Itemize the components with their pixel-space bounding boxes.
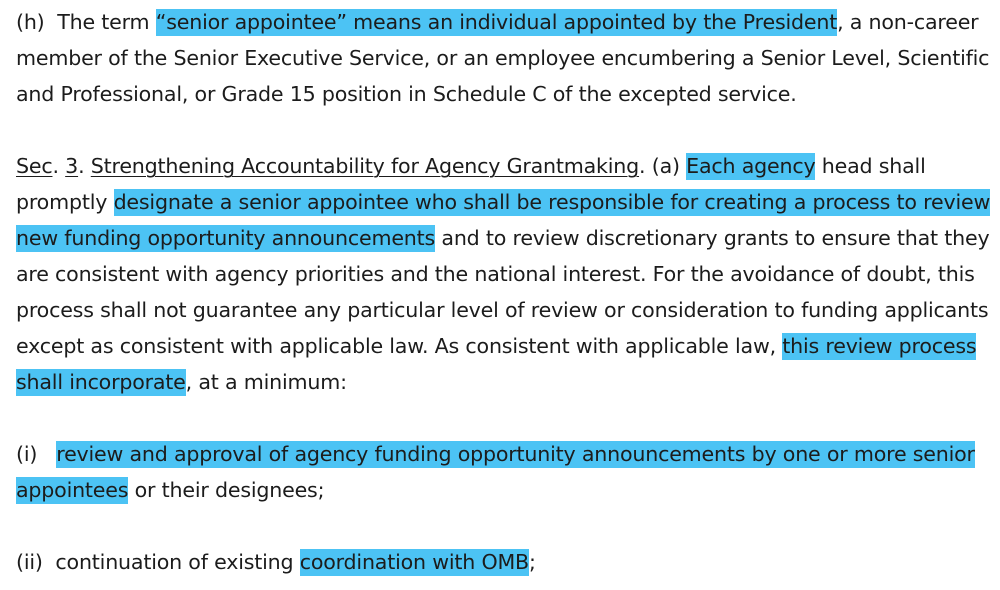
item-i <box>16 436 991 508</box>
section-3-text-body: and to review discretionary grants to ensure that they are consistent with agency priorities and the national interest. For the avoidance of doubt, this process shall not guarantee any particular level of review or consideration to funding applicants except as consistent with applicable law. As consistent with applicable law, <box>16 226 990 358</box>
section-label: Sec <box>16 154 53 178</box>
section-title: Strengthening Accountability for Agency Grantmaking <box>90 154 640 178</box>
section-label-dot: . <box>52 154 66 178</box>
item-i-label: (i) <box>16 442 38 466</box>
item-ii-text-end: ; <box>528 550 536 574</box>
paragraph-h-label: (h) <box>16 10 45 34</box>
paragraph-h-text-end: , a non-career member of the Senior Executive Service, or an employee encumbering a Senior Level, Scientific and Professional, or Grade 15 position in Schedule C of the excepted service. <box>16 10 990 106</box>
item-ii-label: (ii) <box>16 550 43 574</box>
highlight-coordination-with-omb[interactable]: coordination with OMB <box>299 550 529 574</box>
spacer <box>16 400 991 436</box>
spacer <box>16 112 991 148</box>
highlight-senior-appointee-definition[interactable]: “senior appointee” means an individual appointed by the President <box>155 10 838 34</box>
section-title-dot: . <box>639 154 652 178</box>
document-body <box>16 4 991 580</box>
section-number: 3 <box>65 154 79 178</box>
section-3-text-head: head shall promptly <box>16 154 926 214</box>
item-i-text: or their designees; <box>128 478 325 502</box>
section-number-dot: . <box>78 154 91 178</box>
item-ii <box>16 544 991 580</box>
section-3 <box>16 148 991 400</box>
spacer <box>16 508 991 544</box>
highlight-review-and-approval[interactable]: review and approval of agency funding opportunity announcements by one or more senior appointees <box>16 442 975 502</box>
subsection-a-label: (a) <box>651 154 687 178</box>
item-ii-text-start: continuation of existing <box>55 550 300 574</box>
paragraph-h <box>16 4 991 112</box>
highlight-designate-senior-appointee[interactable]: designate a senior appointee who shall be responsible for creating a process to review new funding opportunity announcements <box>16 190 991 250</box>
highlight-each-agency[interactable]: Each agency <box>686 154 816 178</box>
section-3-text-end: , at a minimum: <box>185 370 347 394</box>
paragraph-h-text-start: The term <box>57 10 156 34</box>
highlight-review-process[interactable]: this review process shall incorporate <box>16 334 977 394</box>
